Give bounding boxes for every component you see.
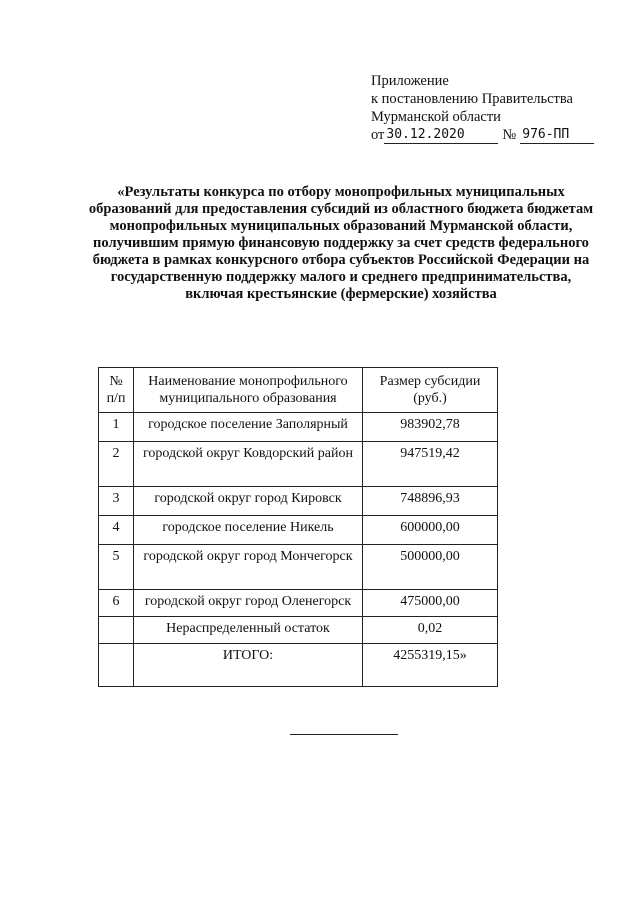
row-municipality: ИТОГО: [134,644,363,687]
row-number [99,617,134,644]
row-number [99,644,134,687]
row-municipality: городское поселение Заполярный [134,413,363,442]
table-row [99,516,498,545]
end-rule [290,734,398,735]
row-municipality: городской округ Ковдорский район [134,442,363,487]
date-prefix: от [371,127,385,143]
row-municipality: городской округ город Мончегорск [134,545,363,590]
decree-number: 976-ПП [520,127,594,144]
row-municipality: городское поселение Никель [134,516,363,545]
number-prefix: № [502,127,517,143]
row-municipality: городской округ город Оленегорск [134,590,363,617]
row-subsidy: 983902,78 [363,413,498,442]
row-subsidy: 947519,42 [363,442,498,487]
row-subsidy: 600000,00 [363,516,498,545]
appendix-line-3: Мурманской области [371,109,501,125]
appendix-line-1: Приложение [371,73,449,89]
appendix-block [371,72,594,144]
appendix-dateline [371,126,594,144]
row-subsidy: 748896,93 [363,487,498,516]
table-header-row [99,368,498,413]
row-number: 5 [99,545,134,590]
total-row [99,644,498,687]
row-municipality: городской округ город Кировск [134,487,363,516]
row-subsidy: 4255319,15» [363,644,498,687]
table-row [99,590,498,617]
table-row [99,545,498,590]
row-subsidy: 475000,00 [363,590,498,617]
row-number: 4 [99,516,134,545]
row-number: 2 [99,442,134,487]
header-subsidy: Размер субсидии (руб.) [363,368,498,413]
table-row [99,413,498,442]
results-table [98,367,498,687]
header-municipality: Наименование монопрофильного муниципального образования [134,368,363,413]
appendix-line-2: к постановлению Правительства [371,91,573,107]
remainder-row [99,617,498,644]
decree-date: 30.12.2020 [384,127,498,144]
table-row [99,442,498,487]
row-municipality: Нераспределенный остаток [134,617,363,644]
row-number: 1 [99,413,134,442]
row-number: 6 [99,590,134,617]
document-heading: «Результаты конкурса по отбору монопрофильных муниципальных образований для предоставления субсидий из областного бюджета бюджетам монопрофильных муниципальных образований Мурманской области, получившим прямую финансовую поддержку за счет средств федерального бюджета в рамках конкурсного отбора субъектов Российской Федерации на государственную поддержку малого и среднего предпринимательства, включая крестьянские (фермерские) хозяйства [88,184,594,302]
row-number: 3 [99,487,134,516]
header-number: № п/п [99,368,134,413]
table-row [99,487,498,516]
row-subsidy: 500000,00 [363,545,498,590]
row-subsidy: 0,02 [363,617,498,644]
